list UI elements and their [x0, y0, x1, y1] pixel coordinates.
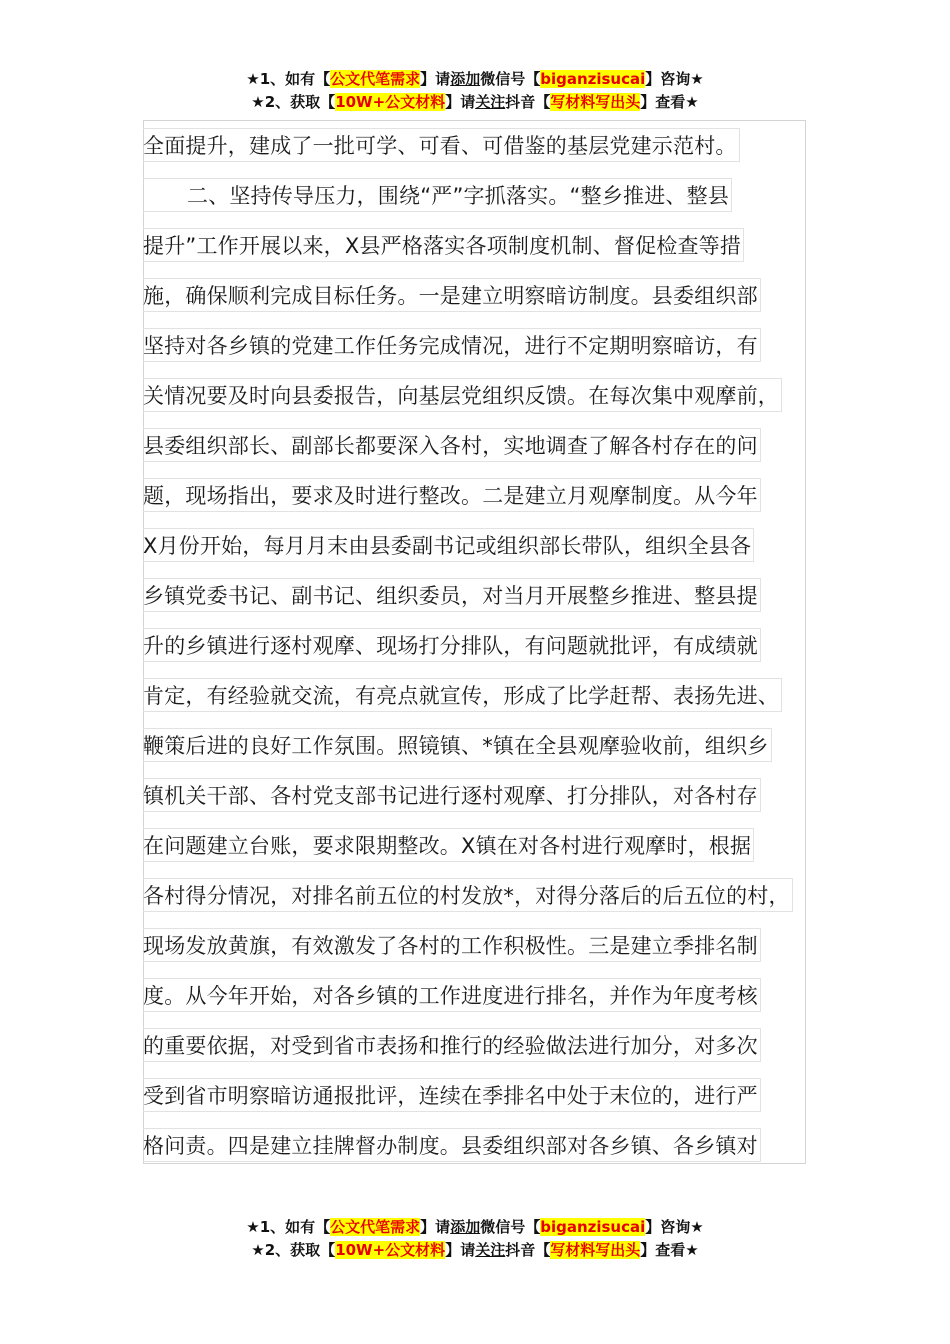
banner-text: 】查看★: [640, 93, 699, 111]
banner-douyin-id: 写材料写出头: [550, 93, 641, 111]
banner-underline: 添加: [450, 70, 481, 88]
text-line: 现场发放黄旗，有效激发了各村的工作积极性。三是建立季排名制: [143, 928, 761, 962]
banner-wechat-id: biganzisucai: [540, 1218, 646, 1236]
banner-highlight: 10W+公文材料: [335, 93, 446, 111]
banner-text: 】咨询★: [645, 1218, 704, 1236]
banner-text: 】查看★: [640, 1241, 699, 1259]
banner-text: ★1、如有【: [246, 70, 331, 88]
text-line: 度。从今年开始，对各乡镇的工作进度进行排名，并作为年度考核: [143, 978, 761, 1012]
header-banner: [0, 68, 950, 114]
banner-text: 抖音【: [505, 1241, 551, 1259]
banner-text: 】咨询★: [645, 70, 704, 88]
text-line: 提升”工作开展以来，X县严格落实各项制度机制、督促检查等措: [143, 228, 744, 262]
banner-text: 】请: [420, 1218, 451, 1236]
text-line: 乡镇党委书记、副书记、组织委员，对当月开展整乡推进、整县提: [143, 578, 761, 612]
banner-douyin-id: 写材料写出头: [550, 1241, 641, 1259]
text-line: 肯定，有经验就交流，有亮点就宣传，形成了比学赶帮、表扬先进、: [143, 678, 782, 712]
text-line: 题，现场指出，要求及时进行整改。二是建立月观摩制度。从今年: [143, 478, 761, 512]
banner-text: ★1、如有【: [246, 1218, 331, 1236]
banner-text: 抖音【: [505, 93, 551, 111]
banner-text: ★2、获取【: [251, 93, 336, 111]
text-line: 二、坚持传导压力，围绕“严”字抓落实。“整乡推进、整县: [143, 178, 732, 212]
text-line: 县委组织部长、副部长都要深入各村，实地调查了解各村存在的问: [143, 428, 761, 462]
text-line: 坚持对各乡镇的党建工作任务完成情况，进行不定期明察暗访，有: [143, 328, 761, 362]
banner-text: 】请: [445, 1241, 476, 1259]
banner-highlight: 10W+公文材料: [335, 1241, 446, 1259]
text-line: 施，确保顺利完成目标任务。一是建立明察暗访制度。县委组织部: [143, 278, 761, 312]
text-line: X月份开始，每月月末由县委副书记或组织部长带队，组织全县各: [143, 528, 754, 562]
banner-highlight: 公文代笔需求: [330, 70, 421, 88]
text-line: 在问题建立台账，要求限期整改。X镇在对各村进行观摩时，根据: [143, 828, 754, 862]
banner-underline: 关注: [475, 1241, 506, 1259]
banner-line-2: [0, 91, 950, 114]
text-line: 升的乡镇进行逐村观摩、现场打分排队，有问题就批评，有成绩就: [143, 628, 761, 662]
text-line: 镇机关干部、各村党支部书记进行逐村观摩、打分排队，对各村存: [143, 778, 761, 812]
banner-text: 】请: [445, 93, 476, 111]
footer-banner: [0, 1216, 950, 1262]
text-line: 鞭策后进的良好工作氛围。照镜镇、*镇在全县观摩验收前，组织乡: [143, 728, 772, 762]
text-line: 受到省市明察暗访通报批评，连续在季排名中处于末位的，进行严: [143, 1078, 761, 1112]
banner-wechat-id: biganzisucai: [540, 70, 646, 88]
text-line: 各村得分情况，对排名前五位的村发放*，对得分落后的后五位的村，: [143, 878, 793, 912]
banner-text: 微信号【: [480, 1218, 541, 1236]
banner-text: 】请: [420, 70, 451, 88]
banner-text: ★2、获取【: [251, 1241, 336, 1259]
document-body: [143, 120, 843, 1170]
text-line: 全面提升，建成了一批可学、可看、可借鉴的基层党建示范村。: [143, 128, 740, 162]
text-line: 格问责。四是建立挂牌督办制度。县委组织部对各乡镇、各乡镇对: [143, 1128, 761, 1162]
banner-text: 微信号【: [480, 70, 541, 88]
banner-line-1: [0, 1216, 950, 1239]
banner-underline: 关注: [475, 93, 506, 111]
banner-line-2: [0, 1239, 950, 1262]
banner-line-1: [0, 68, 950, 91]
banner-underline: 添加: [450, 1218, 481, 1236]
banner-highlight: 公文代笔需求: [330, 1218, 421, 1236]
text-line: 的重要依据，对受到省市表扬和推行的经验做法进行加分，对多次: [143, 1028, 761, 1062]
text-line: 关情况要及时向县委报告，向基层党组织反馈。在每次集中观摩前，: [143, 378, 782, 412]
